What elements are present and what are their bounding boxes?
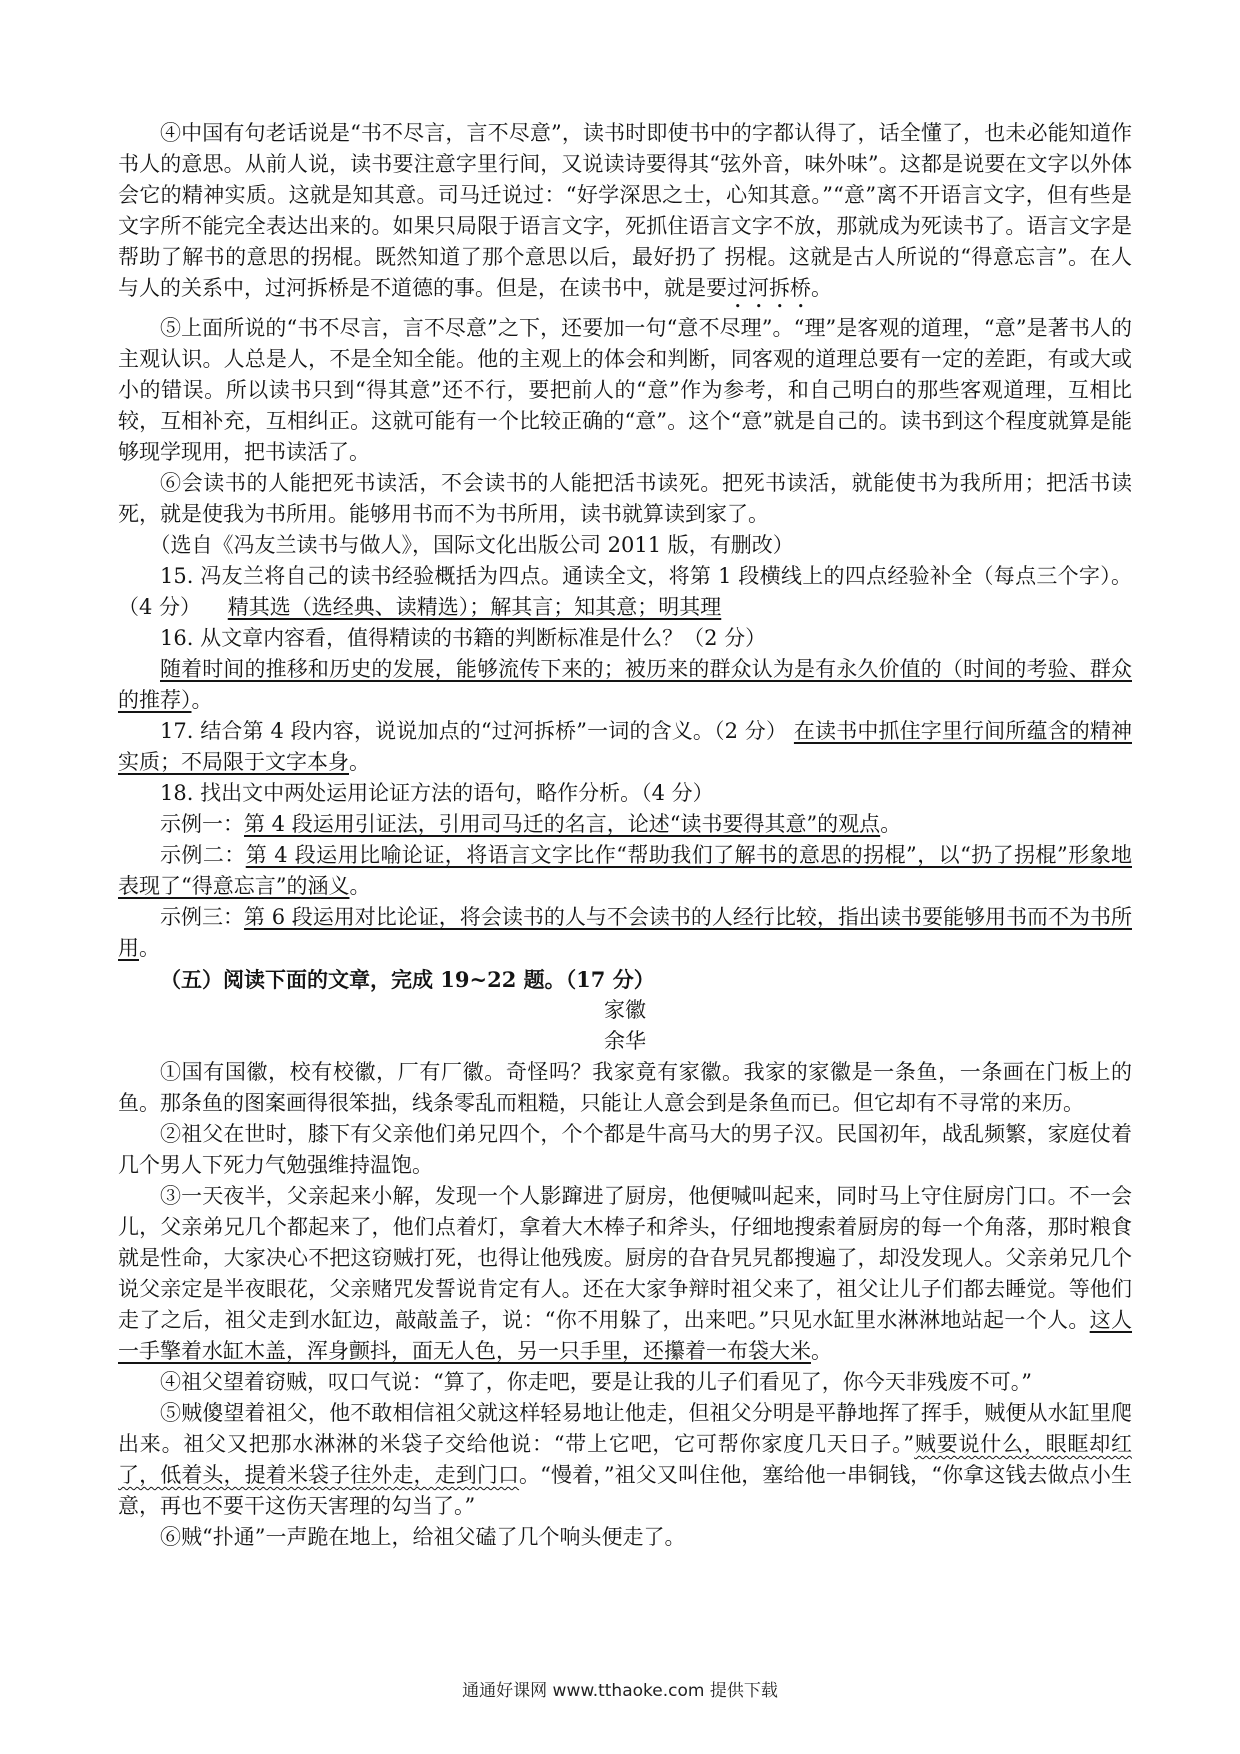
section-5-heading: （五）阅读下面的文章，完成 19~22 题。（17 分）	[160, 967, 655, 992]
story-paragraph-2: ②祖父在世时，膝下有父亲他们弟兄四个，个个都是牛高马大的男子汉。民国初年，战乱频繁，家庭仗着几个男人下死力气勉强维持温饱。	[118, 1122, 1132, 1177]
example-2: 示例二：第 4 段运用比喻论证，将语言文字比作“帮助我们了解书的意思的拐棍”，以“扔了拐棍”形象地表现了“得意忘言”的涵义。	[118, 843, 1132, 898]
story-paragraph-4: ④祖父望着窃贼，叹口气说：“算了，你走吧，要是让我的儿子们看见了，你今天非残废不可。”	[160, 1370, 1032, 1394]
underlined-sentence: 这人一手擎着水缸木盖，浑身颤抖，面无人色，另一只手里，还攥着一布袋大米	[118, 1308, 1133, 1363]
question-18: 18. 找出文中两处运用论证方法的语句，略作分析。（4 分）	[160, 781, 714, 805]
answer-17: 在读书中抓住字里行间所蕴含的精神实质；不局限于文字本身	[118, 719, 1132, 774]
page-footer: 通通好课网 www.tthaoke.com 提供下载	[462, 1681, 778, 1701]
example-3: 示例三：第 6 段运用对比论证，将会读书的人与不会读书的人经行比较，指出读书要能够用书而不为书所用。	[118, 905, 1132, 960]
answer-15: 精其选（选经典、读精选）；解其言；知其意；明其理	[227, 595, 722, 619]
document-page	[118, 118, 1132, 1553]
paragraph-4: ④中国有句老话说是“书不尽言，言不尽意”，读书时即使书中的字都认得了，话全懂了，也未必能知道作书人的意思。从前人说，读书要注意字里行间，又说读诗要得其“弦外音，味外味”。这都是说要在文字以外体会它的精神实质。这就是知其意。司马迁说过：“好学深思之士，心知其意。”“意”离不开语言文字，但有些是文字所不能完全表达出来的。如果只局限于语言文字，死抓住语言文字不放，那就成为死读书了。语言文字是帮助了解书的意思的拐棍。既然知道了那个意思以后，最好扔了 拐棍。这就是古人所说的“得意忘言”。在人与人的关系中，过河拆桥是不道德的事。但是，在读书中，就是要过河拆桥。	[118, 121, 1132, 300]
story-paragraph-5: ⑤贼傻望着祖父，他不敢相信祖父就这样轻易地让他走，但祖父分明是平静地挥了挥手，贼便从水缸里爬出来。祖父又把那水淋淋的米袋子交给他说：“带上它吧，它可帮你家度几天日子。”贼要说什么，眼眶却红了，低着头，提着米袋子往外走，走到门口。“慢着，”祖父又叫住他，塞给他一串铜钱，“你拿这钱去做点小生意，再也不要干这伤天害理的勾当了。”	[118, 1401, 1133, 1518]
story-paragraph-6: ⑥贼“扑通”一声跪在地上，给祖父磕了几个响头便走了。	[160, 1525, 686, 1549]
answer-16: 随着时间的推移和历史的发展，能够流传下来的；被历来的群众认为是有永久价值的（时间的考验、群众的推荐）。	[118, 657, 1132, 712]
question-17: 17. 结合第 4 段内容，说说加点的“过河拆桥”一词的含义。（2 分） 在读书中抓住字里行间所蕴含的精神实质；不局限于文字本身。	[118, 719, 1132, 774]
paragraph-6: ⑥会读书的人能把死书读活，不会读书的人能把活书读死。把死书读活，就能使书为我所用；把活书读死，就是使我为书所用。能够用书而不为书所用，读书就算读到家了。	[118, 471, 1132, 526]
paragraph-5: ⑤上面所说的“书不尽言，言不尽意”之下，还要加一句“意不尽理”。“理”是客观的道理，“意”是著书人的主观认识。人总是人，不是全知全能。他的主观上的体会和判断，同客观的道理总要有一定的差距，有或大或小的错误。所以读书只到“得其意”还不行，要把前人的“意”作为参考，和自己明白的那些客观道理，互相比较，互相补充，互相纠正。这就可能有一个比较正确的“意”。这个“意”就是自己的。读书到这个程度就算是能够现学现用，把书读活了。	[118, 316, 1132, 464]
question-15: 15. 冯友兰将自己的读书经验概括为四点。通读全文，将第 1 段横线上的四点经验补全（每点三个字）。（4 分） 精其选（选经典、读精选）；解其言；知其意；明其理	[118, 564, 1132, 619]
example-1: 示例一：第 4 段运用引证法，引用司马迁的名言，论述“读书要得其意”的观点。	[160, 812, 902, 836]
question-16: 16. 从文章内容看，值得精读的书籍的判断标准是什么？（2 分）	[160, 626, 767, 650]
story-title: 家徽	[604, 998, 646, 1022]
source-citation: （选自《冯友兰读书与做人》，国际文化出版公司 2011 版，有删改）	[149, 533, 794, 557]
wavy-underlined-sentence: 贼要说什么，眼眶却红了，低着头，提着米袋子往外走，走到门口	[118, 1432, 1133, 1487]
dotted-phrase: 过河拆桥	[727, 276, 811, 300]
story-paragraph-3: ③一天夜半，父亲起来小解，发现一个人影蹿进了厨房，他便喊叫起来，同时马上守住厨房门口。不一会儿，父亲弟兄几个都起来了，他们点着灯，拿着大木棒子和斧头，仔细地搜索着厨房的每一个角落，那时粮食就是性命，大家决心不把这窃贼打死，也得让他残废。厨房的旮旮旯旯都搜遍了，却没发现人。父亲弟兄几个说父亲定是半夜眼花，父亲赌咒发誓说肯定有人。还在大家争辩时祖父来了，祖父让儿子们都去睡觉。等他们走了之后，祖父走到水缸边，敲敲盖子，说：“你不用躲了，出来吧。”只见水缸里水淋淋地站起一个人。这人一手擎着水缸木盖，浑身颤抖，面无人色，另一只手里，还攥着一布袋大米。	[118, 1184, 1133, 1363]
story-paragraph-1: ①国有国徽，校有校徽，厂有厂徽。奇怪吗？我家竟有家徽。我家的家徽是一条鱼，一条画在门板上的鱼。那条鱼的图案画得很笨拙，线条零乱而粗糙，只能让人意会到是条鱼而已。但它却有不寻常的来历。	[118, 1060, 1132, 1115]
story-author: 余华	[604, 1029, 646, 1053]
